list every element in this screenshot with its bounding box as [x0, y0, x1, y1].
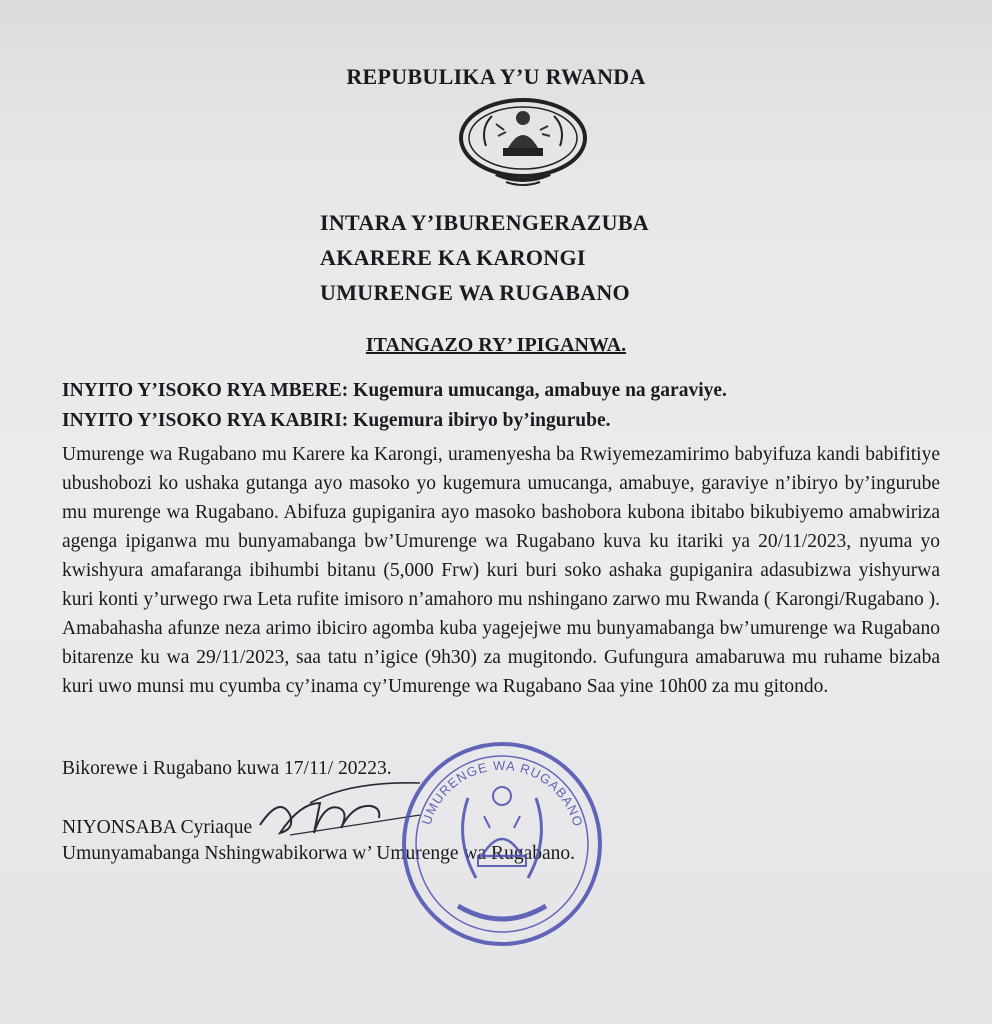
- signer-name: NIYONSABA Cyriaque: [62, 817, 253, 838]
- notice-body: Umurenge wa Rugabano mu Karere ka Karongi, uramenyesha ba Rwiyemezamirimo babyifuza kandi babifitiye ubushobozi ko ushaka gutanga ayo masoko yo kugemura umucanga, amabuye, garaviye n’ibiryo by’ingurube mu murenge wa Rugabano. Abifuza gupiganira ayo masoko bashobora kubona ibitabo bikubiyemo amabwiriza agenga ipiganwa mu bunyamabanga bw’Umurenge wa Rugabano kuva ku itariki ya 20/11/2023, nyuma yo kwishyura amafaranga ibihumbi bitanu (5,000 Frw) kuri buri soko ashaka gupiganira adasubizwa yishyurwa kuri konti y’urwego rwa Leta rufite imisoro n’amahoro mu nshingano zarwo mu Rwanda ( Karongi/Rugabano ). Amabahasha afunze neza arimo ibiciro agomba kuba yagejejwe mu bunyamabanga bw’umurenge wa Rugabano bitarenze ku wa 29/11/2023, saa tatu n’igice (9h30) za mugitondo. Gufungura amabaruwa mu ruhame bizaba kuri uwo munsi mu cyumba cy’inama cy’Umurenge wa Rugabano Saa yine 10h00 za mu gitondo.: [62, 444, 940, 697]
- coat-of-arms-emblem: [456, 96, 590, 188]
- date-line: Bikorewe i Rugabano kuwa 17/11/ 20223.: [62, 758, 392, 779]
- lot-two-label: INYITO Y’ISOKO RYA KABIRI:: [62, 410, 349, 431]
- lot-one-label: INYITO Y’ISOKO RYA MBERE:: [62, 380, 349, 401]
- province-heading: INTARA Y’IBURENGERAZUBA: [320, 210, 649, 235]
- lot-one-text: Kugemura umucanga, amabuye na garaviye.: [348, 380, 727, 401]
- lot-two: [62, 410, 611, 432]
- official-stamp: [398, 738, 606, 950]
- lot-two-text: Kugemura ibiryo by’ingurube.: [348, 410, 611, 431]
- sector-heading: UMURENGE WA RUGABANO: [320, 280, 630, 305]
- district-heading: AKARERE KA KARONGI: [320, 245, 586, 270]
- lot-one: [62, 380, 727, 402]
- signer-title: Umunyamabanga Nshingwabikorwa w’ Umurenge wa Rugabano.: [62, 843, 575, 864]
- svg-text:UMURENGE WA RUGABANO: UMURENGE WA RUGABANO: [418, 757, 586, 829]
- administrative-block: [320, 205, 649, 310]
- notice-title: ITANGAZO RY’ IPIGANWA.: [365, 334, 627, 356]
- country-heading: REPUBULIKA Y’U RWANDA: [346, 64, 646, 89]
